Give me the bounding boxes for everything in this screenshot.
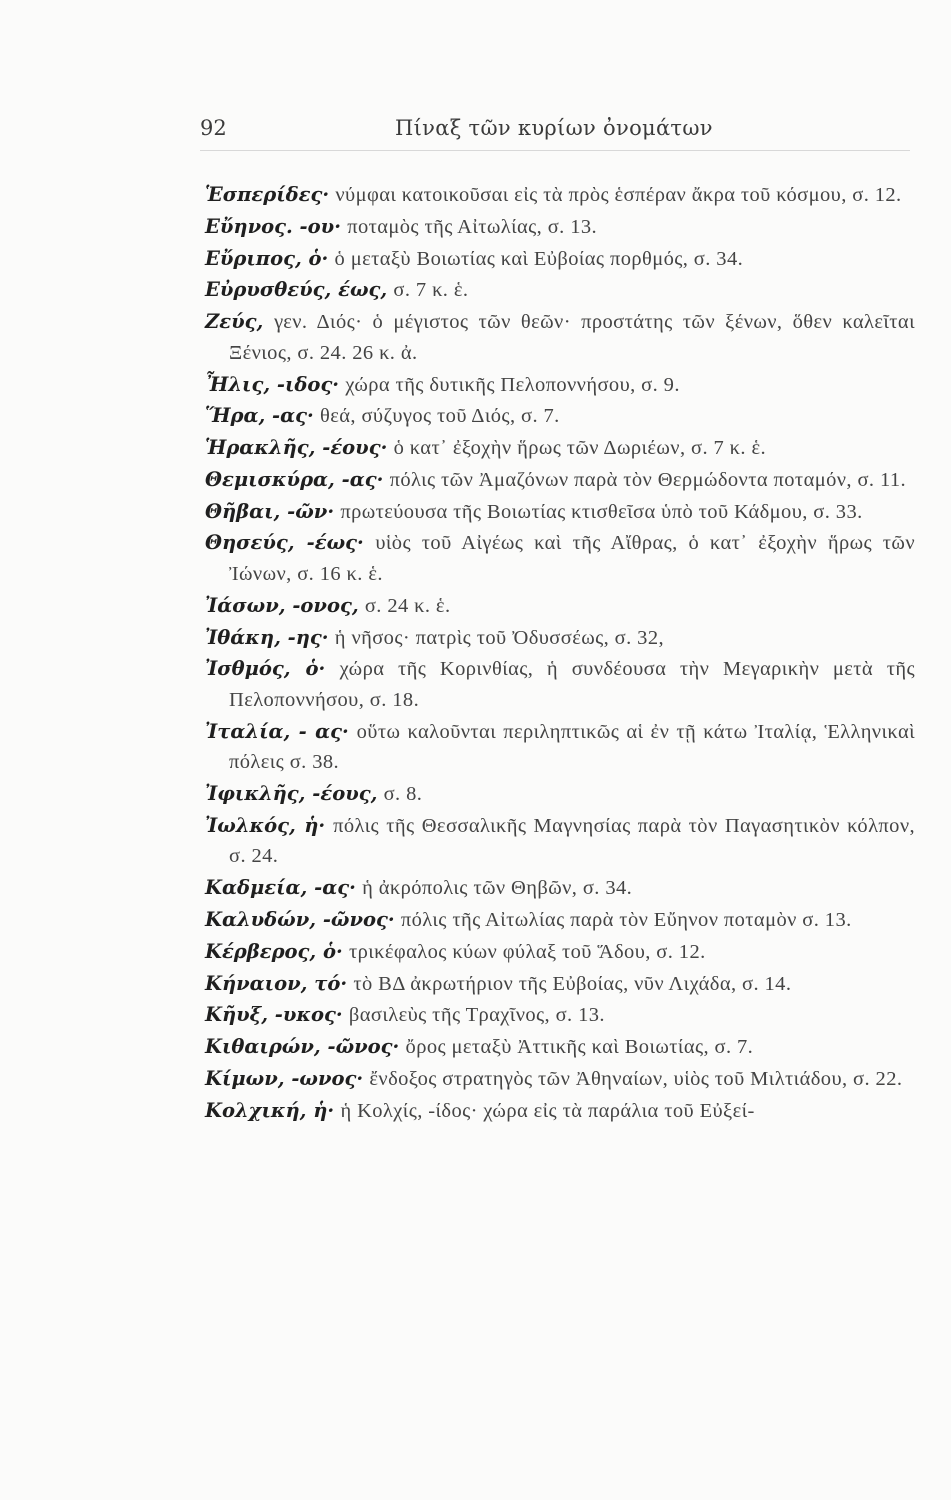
entry-gloss: πρωτεύουσα τῆς Βοιωτίας κτισθεῖσα ὑπὸ τοῦ Κάδμου, σ. 33. [340, 500, 863, 523]
index-entry [205, 937, 915, 968]
entry-gloss: ἡ νῆσος· πατρὶς τοῦ Ὀδυσσέως, σ. 32, [334, 626, 665, 649]
entry-lemma: Κιθαιρών, -ῶνος· [205, 1035, 400, 1059]
entry-gloss: ποταμὸς τῆς Αἰτωλίας, σ. 13. [347, 215, 598, 238]
entry-lemma: Ἰθάκη, -ης· [205, 625, 329, 649]
entry-gloss: ἔνδοξος στρατηγὸς τῶν Ἀθηναίων, υἱὸς τοῦ Μιλτιάδου, σ. 22. [369, 1067, 903, 1090]
index-entries [205, 180, 915, 1128]
index-entry [205, 1000, 915, 1031]
entry-lemma: Θεμισκύρα, -ας· [205, 467, 384, 491]
index-entry [205, 1096, 915, 1127]
entry-gloss: χώρα τῆς δυτικῆς Πελοποννήσου, σ. 9. [345, 373, 680, 396]
index-entry [205, 465, 915, 496]
entry-lemma: Θησεύς, -έως· [205, 531, 364, 555]
entry-lemma: Ζεύς, [205, 310, 264, 334]
entry-gloss: χώρα τῆς Κορινθίας, ἡ συνδέουσα τὴν Μεγαρικὴν μετὰ τῆς Πελοποννήσου, σ. 18. [229, 658, 915, 711]
index-entry [205, 779, 915, 810]
entry-gloss: τρικέφαλος κύων φύλαξ τοῦ Ἅδου, σ. 12. [349, 940, 706, 963]
entry-gloss: ἡ Κολχίς, -ίδος· χώρα εἰς τὰ παράλια τοῦ Εὐξεί- [340, 1099, 755, 1122]
entry-gloss: νύμφαι κατοικοῦσαι εἰς τὰ πρὸς ἑσπέραν ἄκρα τοῦ κόσμου, σ. 12. [335, 184, 902, 206]
index-entry [205, 180, 915, 211]
index-entry [205, 873, 915, 904]
entry-lemma: Ἰωλκός, ἡ· [205, 813, 326, 837]
page-header [200, 116, 910, 150]
index-entry [205, 212, 915, 243]
entry-lemma: Καδμεία, -ας· [205, 876, 356, 900]
entry-lemma: Κολχική, ἡ· [205, 1098, 335, 1122]
entry-gloss: ἡ ἀκρόπολις τῶν Θηβῶν, σ. 34. [362, 877, 633, 900]
entry-lemma: Ἥρα, -ας· [205, 404, 314, 428]
entry-lemma: Ἰταλία, - ας· [205, 719, 349, 743]
entry-lemma: Κίμων, -ωνος· [205, 1066, 364, 1090]
entry-lemma: Θῆβαι, -ῶν· [205, 499, 335, 523]
index-entry [205, 528, 915, 589]
entry-gloss: οὕτω καλοῦνται περιληπτικῶς αἱ ἐν τῇ κάτω Ἰταλίᾳ, Ἑλληνικαὶ πόλεις σ. 38. [229, 720, 916, 774]
entry-lemma: Ἰφικλῆς, -έους, [205, 782, 378, 806]
running-title: Πίναξ τῶν κυρίων ὀνομάτων [395, 116, 713, 140]
index-entry [205, 275, 915, 306]
entry-gloss: βασιλεὺς τῆς Τραχῖνος, σ. 13. [348, 1004, 605, 1027]
index-entry [205, 905, 915, 936]
index-entry [205, 717, 915, 778]
entry-lemma: Κήναιον, τό· [205, 971, 348, 995]
index-entry [205, 497, 915, 528]
entry-lemma: Κῆυξ, -υκος· [205, 1003, 343, 1027]
entry-gloss: ὁ μεταξὺ Βοιωτίας καὶ Εὐβοίας πορθμός, σ. 34. [334, 247, 744, 270]
index-entry [205, 433, 915, 464]
entry-gloss: πόλις τῆς Αἰτωλίας παρὰ τὸν Εὔηνον ποταμὸν σ. 13. [400, 909, 852, 932]
entry-lemma: Εὔηνος. -ου· [205, 214, 341, 238]
entry-gloss: υἱὸς τοῦ Αἰγέως καὶ τῆς Αἴθρας, ὁ κατ᾽ ἐξοχὴν ἥρως τῶν Ἰώνων, σ. 16 κ. ἑ. [229, 532, 915, 585]
index-entry [205, 1032, 915, 1063]
entry-lemma: Ἑσπερίδες· [205, 183, 330, 206]
header-rule [200, 150, 910, 151]
entry-lemma: Ἰσθμός, ὁ· [205, 657, 326, 681]
entry-gloss: ὄρος μεταξὺ Ἀττικῆς καὶ Βοιωτίας, σ. 7. [405, 1036, 754, 1059]
index-entry [205, 244, 915, 275]
index-entry [205, 591, 915, 622]
entry-gloss: θεά, σύζυγος τοῦ Διός, σ. 7. [320, 405, 560, 428]
entry-lemma: Κέρβερος, ὁ· [205, 939, 343, 963]
entry-lemma: Καλυδών, -ῶνος· [205, 908, 395, 932]
entry-gloss: πόλις τῆς Θεσσαλικῆς Μαγνησίας παρὰ τὸν Παγασητικὸν κόλπον, σ. 24. [229, 814, 916, 868]
entry-lemma: Εὐρυσθεύς, έως, [205, 278, 388, 302]
entry-lemma: Ἡρακλῆς, -έους· [205, 436, 388, 460]
index-entry [205, 401, 915, 432]
entry-gloss: γεν. Διός· ὁ μέγιστος τῶν θεῶν· προστάτης τῶν ξένων, ὅθεν καλεῖται Ξένιος, σ. 24. 26 κ. ἀ. [229, 311, 915, 364]
index-entry [205, 623, 915, 654]
entry-gloss: πόλις τῶν Ἀμαζόνων παρὰ τὸν Θερμώδοντα ποταμόν, σ. 11. [389, 468, 907, 491]
entry-gloss: σ. 8. [383, 783, 423, 806]
entry-lemma: Ἦλις, -ιδος· [205, 372, 340, 396]
entry-gloss: τὸ ΒΔ ἀκρωτήριον τῆς Εὐβοίας, νῦν Λιχάδα, σ. 14. [353, 972, 792, 995]
index-entry [205, 969, 915, 1000]
index-entry [205, 811, 915, 872]
entry-gloss: σ. 24 κ. ἑ. [364, 594, 451, 617]
entry-gloss: ὁ κατ᾽ ἐξοχὴν ἥρως τῶν Δωριέων, σ. 7 κ. ἑ. [393, 437, 766, 460]
entry-lemma: Εὔριπος, ὁ· [205, 246, 329, 270]
index-entry [205, 307, 915, 368]
entry-gloss: σ. 7 κ. ἑ. [393, 279, 469, 302]
index-entry [205, 654, 915, 715]
entry-lemma: Ἰάσων, -ονος, [205, 593, 359, 617]
page-number: 92 [200, 116, 227, 140]
index-entry [205, 1064, 915, 1095]
index-entry [205, 370, 915, 401]
